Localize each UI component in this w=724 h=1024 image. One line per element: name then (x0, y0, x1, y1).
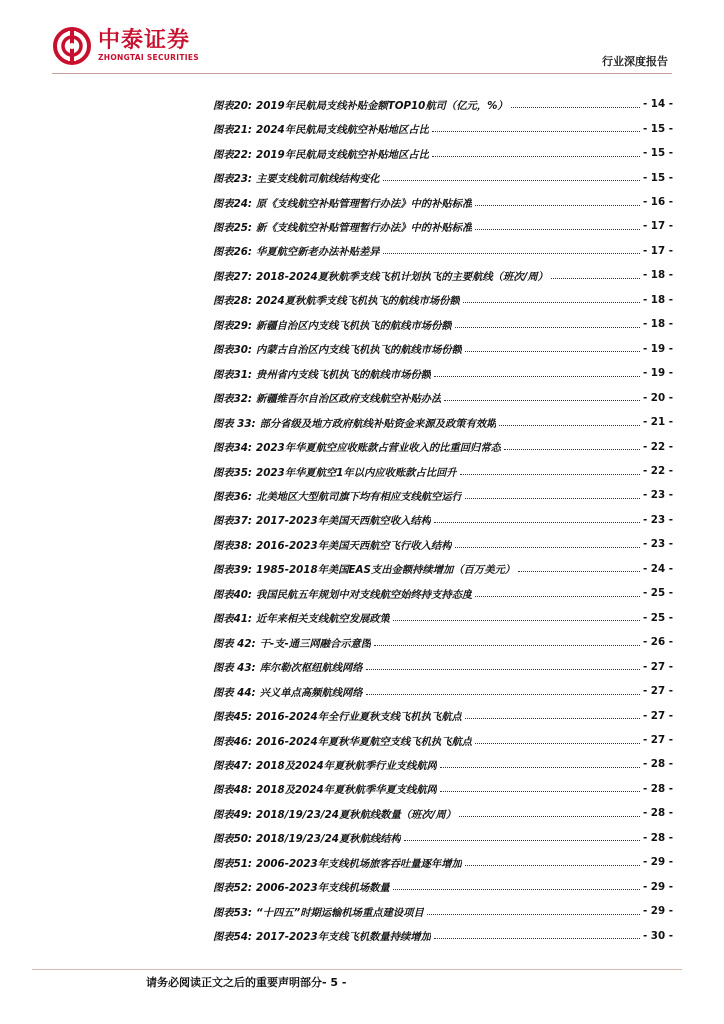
toc-title: 新疆维吾尔自治区政府支线航空补贴办法 (256, 393, 442, 406)
toc-title: 2016-2024年夏秋华夏航空支线飞机执飞航点 (256, 735, 473, 748)
toc-entry[interactable] (213, 288, 673, 312)
toc-page-number: - 27 - (642, 660, 673, 673)
toc-title: 库尔勒次枢纽航线网络 (259, 662, 363, 675)
toc-entry[interactable] (213, 557, 673, 581)
toc-leader-dots (551, 278, 640, 279)
toc-label: 图表54: (213, 931, 253, 944)
toc-entry[interactable] (213, 899, 673, 923)
toc-entry[interactable] (213, 116, 673, 140)
toc-page-number: - 28 - (642, 782, 673, 795)
toc-label: 图表46: (213, 735, 253, 748)
toc-entry[interactable] (213, 165, 673, 189)
toc-leader-dots (393, 620, 640, 621)
toc-label: 图表48: (213, 784, 253, 797)
toc-entry[interactable] (213, 752, 673, 776)
toc-page-number: - 16 - (642, 196, 673, 209)
toc-title: 贵州省内支线飞机执飞的航线市场份额 (256, 368, 432, 381)
toc-label: 图表 42: (213, 637, 256, 650)
toc-page-number: - 23 - (642, 513, 673, 526)
toc-page-number: - 15 - (642, 147, 673, 160)
toc-entry[interactable] (213, 337, 673, 361)
toc-entry[interactable] (213, 581, 673, 605)
toc-page-number: - 27 - (642, 685, 673, 698)
toc-label: 图表53: (213, 906, 253, 919)
toc-title: 2018/19/23/24夏秋航线结构 (256, 833, 401, 846)
toc-title: 2006-2023年支线机场数量 (256, 882, 390, 895)
toc-entry[interactable] (213, 777, 673, 801)
toc-label: 图表38: (213, 539, 253, 552)
toc-page-number: - 18 - (642, 293, 673, 306)
toc-page-number: - 29 - (642, 856, 673, 869)
toc-leader-dots (455, 327, 640, 328)
toc-leader-dots (518, 571, 640, 572)
toc-leader-dots (511, 107, 640, 108)
toc-leader-dots (432, 156, 640, 157)
toc-title: 2017-2023年支线飞机数量持续增加 (256, 931, 431, 944)
toc-label: 图表36: (213, 490, 253, 503)
toc-label: 图表 44: (213, 686, 256, 699)
header-divider (52, 73, 672, 74)
toc-title: 主要支线航司航线结构变化 (256, 173, 380, 186)
toc-title: 近年来相关支线航空发展政策 (256, 613, 390, 626)
toc-title: 2023年华夏航空1年以内应收账款占比回升 (256, 466, 457, 479)
toc-label: 图表21: (213, 124, 253, 137)
toc-leader-dots (383, 253, 640, 254)
toc-label: 图表23: (213, 173, 253, 186)
toc-label: 图表24: (213, 197, 253, 210)
toc-title: 内蒙古自治区内支线飞机执飞的航线市场份额 (256, 344, 462, 357)
footer-notice: 请务必阅读正文之后的重要声明部分 (146, 976, 322, 989)
toc-leader-dots (475, 596, 640, 597)
toc-page-number: - 19 - (642, 367, 673, 380)
toc-leader-dots (460, 474, 640, 475)
toc-entry[interactable] (213, 630, 673, 654)
toc-page-number: - 29 - (642, 880, 673, 893)
toc-entry[interactable] (213, 239, 673, 263)
toc-entry[interactable] (213, 141, 673, 165)
toc-entry[interactable] (213, 312, 673, 336)
toc-leader-dots (440, 767, 640, 768)
toc-label: 图表35: (213, 466, 253, 479)
toc-title: “十四五”时期运输机场重点建设项目 (256, 906, 424, 919)
toc-entry[interactable] (213, 263, 673, 287)
toc-title: 2018-2024夏秋航季支线飞机计划执飞的主要航线（班次/周） (256, 270, 548, 283)
toc-page-number: - 29 - (642, 905, 673, 918)
toc-entry[interactable] (213, 801, 673, 825)
toc-entry[interactable] (213, 434, 673, 458)
toc-title: 2016-2023年美国天西航空飞行收入结构 (256, 539, 452, 552)
toc-entry[interactable] (213, 508, 673, 532)
toc-leader-dots (393, 889, 640, 890)
toc-page-number: - 27 - (642, 734, 673, 746)
toc-label: 图表52: (213, 882, 253, 895)
toc-page-number: - 15 - (642, 171, 673, 184)
toc-title: 我国民航五年规划中对支线航空始终持支持态度 (256, 588, 473, 601)
toc-label: 图表40: (213, 588, 253, 601)
toc-title: 北美地区大型航司旗下均有相应支线航空运行 (256, 490, 462, 503)
toc-title: 2017-2023年美国天西航空收入结构 (256, 515, 431, 528)
toc-page-number: - 30 - (642, 929, 673, 942)
toc-leader-dots (383, 180, 640, 181)
toc-entry[interactable] (213, 483, 673, 507)
toc-leader-dots (499, 425, 639, 426)
toc-leader-dots (465, 498, 640, 499)
toc-page-number: - 25 - (642, 587, 673, 600)
brand-name-en: ZHONGTAI SECURITIES (98, 53, 199, 62)
toc-label: 图表49: (213, 808, 253, 821)
toc-label: 图表29: (213, 319, 253, 332)
toc-entry[interactable] (213, 850, 673, 874)
toc-entry[interactable] (213, 826, 673, 850)
report-type-label: 行业深度报告 (602, 55, 668, 68)
toc-label: 图表 33: (213, 417, 256, 430)
toc-label: 图表34: (213, 442, 253, 455)
toc-leader-dots (475, 743, 640, 744)
toc-leader-dots (366, 694, 640, 695)
toc-page-number: - 18 - (642, 318, 673, 331)
toc-title: 2018/19/23/24夏秋航线数量（班次/周） (256, 808, 457, 821)
toc-page-number: - 22 - (642, 465, 673, 478)
toc-leader-dots (432, 131, 640, 132)
toc-leader-dots (459, 816, 640, 817)
toc-page-number: - 25 - (642, 611, 673, 624)
page-header (0, 0, 724, 80)
toc-entry[interactable] (213, 728, 673, 752)
toc-entry[interactable] (213, 190, 673, 214)
toc-label: 图表28: (213, 295, 253, 308)
toc-leader-dots (434, 522, 640, 523)
toc-page-number: - 17 - (642, 244, 673, 257)
toc-label: 图表50: (213, 833, 253, 846)
toc-entry[interactable] (213, 679, 673, 703)
toc-title: 新《支线航空补贴管理暂行办法》中的补贴标准 (256, 221, 473, 234)
toc-entry[interactable] (213, 92, 673, 116)
toc-page-number: - 28 - (642, 831, 673, 844)
toc-title: 华夏航空新老办法补贴差异 (256, 246, 380, 259)
toc-title: 2024年民航局支线航空补贴地区占比 (256, 124, 429, 137)
toc-title: 新疆自治区内支线飞机执飞的航线市场份额 (256, 319, 452, 332)
toc-label: 图表45: (213, 711, 253, 724)
toc-title: 2023年华夏航空应收账款占营业收入的比重回归常态 (256, 442, 501, 455)
toc-label: 图表39: (213, 564, 253, 577)
toc-title: 原《支线航空补贴管理暂行办法》中的补贴标准 (256, 197, 473, 210)
zhongtai-logo-icon (52, 26, 92, 66)
toc-label: 图表32: (213, 393, 253, 406)
toc-leader-dots (455, 547, 640, 548)
toc-entry[interactable] (213, 361, 673, 385)
toc-title: 干-支-通三网融合示意图 (259, 637, 372, 650)
toc-leader-dots (465, 718, 640, 719)
toc-page-number: - 22 - (642, 440, 673, 453)
toc-leader-dots (434, 938, 640, 939)
toc-leader-dots (434, 376, 640, 377)
toc-page-number: - 17 - (642, 220, 673, 233)
toc-page-number: - 28 - (642, 758, 673, 771)
toc-entry[interactable] (213, 532, 673, 556)
toc-leader-dots (463, 302, 640, 303)
toc-entry[interactable] (213, 703, 673, 727)
toc-leader-dots (440, 791, 640, 792)
footer-page-number: - 5 - (322, 976, 347, 989)
toc-page-number: - 28 - (642, 807, 673, 820)
footer-divider (32, 969, 682, 970)
toc-leader-dots (475, 205, 640, 206)
toc-title: 2018及2024年夏秋航季行业支线航网 (256, 759, 437, 772)
toc-label: 图表30: (213, 344, 253, 357)
toc-entry[interactable] (213, 459, 673, 483)
toc-label: 图表20: (213, 99, 253, 112)
toc-entry[interactable] (213, 385, 673, 409)
toc-title: 2006-2023年支线机场旅客吞吐量逐年增加 (256, 857, 462, 870)
toc-title: 2019年民航局支线补贴金额TOP10航司（亿元，%） (256, 99, 508, 112)
toc-leader-dots (366, 669, 640, 670)
toc-label: 图表37: (213, 515, 253, 528)
toc-page-number: - 19 - (642, 342, 673, 355)
toc-leader-dots (444, 400, 640, 401)
toc-title: 2019年民航局支线航空补贴地区占比 (256, 148, 429, 161)
toc-leader-dots (404, 840, 640, 841)
toc-leader-dots (427, 914, 640, 915)
page-footer (146, 974, 346, 990)
toc-entry[interactable] (213, 606, 673, 630)
toc-leader-dots (465, 351, 640, 352)
toc-title: 1985-2018年美国EAS支出金额持续增加（百万美元） (256, 564, 516, 577)
toc-leader-dots (475, 229, 640, 230)
toc-page-number: - 15 - (642, 122, 673, 135)
toc-label: 图表26: (213, 246, 253, 259)
toc-label: 图表41: (213, 613, 253, 626)
toc-label: 图表27: (213, 270, 253, 283)
toc-page-number: - 24 - (642, 562, 673, 575)
toc-page-number: - 26 - (642, 636, 673, 649)
figure-list (213, 92, 673, 948)
toc-label: 图表31: (213, 368, 253, 381)
toc-label: 图表25: (213, 221, 253, 234)
toc-leader-dots (374, 645, 640, 646)
toc-leader-dots (504, 449, 640, 450)
brand-name-cn: 中泰证券 (98, 28, 191, 53)
toc-entry[interactable] (213, 654, 673, 678)
toc-title: 2018及2024年夏秋航季华夏支线航网 (256, 784, 437, 797)
toc-title: 部分省级及地方政府航线补贴资金来源及政策有效期 (259, 417, 497, 430)
toc-page-number: - 23 - (642, 489, 673, 502)
brand-logo (52, 26, 199, 66)
toc-entry[interactable] (213, 875, 673, 899)
toc-title: 兴义单点高频航线网络 (259, 686, 363, 699)
toc-leader-dots (465, 865, 640, 866)
toc-page-number: - 20 - (642, 391, 673, 404)
toc-title: 2024夏秋航季支线飞机执飞的航线市场份额 (256, 295, 460, 308)
toc-page-number: - 27 - (642, 709, 673, 722)
toc-page-number: - 14 - (642, 98, 673, 111)
toc-label: 图表22: (213, 148, 253, 161)
toc-label: 图表51: (213, 857, 253, 870)
toc-label: 图表47: (213, 759, 253, 772)
toc-page-number: - 23 - (642, 538, 673, 551)
toc-title: 2016-2024年全行业夏秋支线飞机执飞航点 (256, 711, 462, 724)
toc-entry[interactable] (213, 410, 673, 434)
toc-page-number: - 21 - (642, 416, 673, 429)
toc-label: 图表 43: (213, 662, 256, 675)
toc-entry[interactable] (213, 923, 673, 947)
toc-page-number: - 18 - (642, 269, 673, 282)
toc-entry[interactable] (213, 214, 673, 238)
